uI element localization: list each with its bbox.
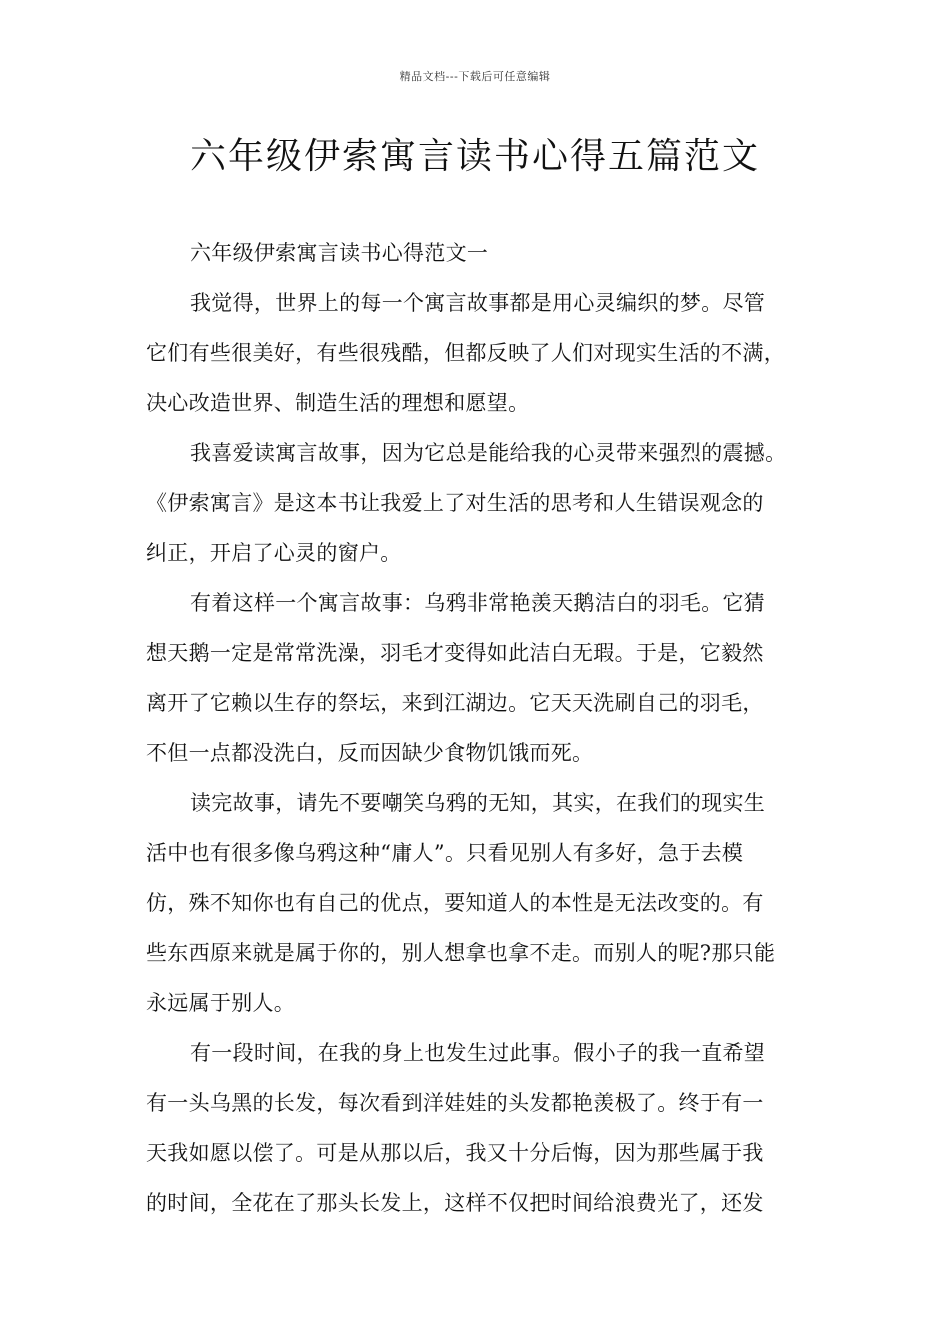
paragraph-line: 天我如愿以偿了。可是从那以后，我又十分后悔，因为那些属于我 bbox=[146, 1141, 764, 1165]
paragraph-line: 我喜爱读寓言故事，因为它总是能给我的心灵带来强烈的震撼。 bbox=[190, 441, 787, 465]
paragraph-line: 它们有些很美好，有些很残酷，但都反映了人们对现实生活的不满， bbox=[146, 341, 785, 365]
paragraph-line: 决心改造世界、制造生活的理想和愿望。 bbox=[146, 391, 530, 415]
paragraph-line: 有着这样一个寓言故事：乌鸦非常艳羡天鹅洁白的羽毛。它猜 bbox=[190, 591, 766, 615]
paragraph-line: 仿，殊不知你也有自己的优点，要知道人的本性是无法改变的。有 bbox=[146, 891, 764, 915]
paragraph-line: 纠正，开启了心灵的窗户。 bbox=[146, 541, 402, 565]
header-note: 精品文档---下载后可任意编辑 bbox=[399, 70, 551, 83]
paragraph-line: 不但一点都没洗白，反而因缺少食物饥饿而死。 bbox=[146, 741, 594, 765]
paragraph-line: 想天鹅一定是常常洗澡，羽毛才变得如此洁白无瑕。于是，它毅然 bbox=[146, 641, 764, 665]
paragraph-line: 离开了它赖以生存的祭坛，来到江湖边。它天天洗刷自己的羽毛， bbox=[146, 691, 764, 715]
document-body bbox=[146, 228, 826, 1228]
paragraph-line: 些东西原来就是属于你的，别人想拿也拿不走。而别人的呢?那只能 bbox=[146, 941, 776, 965]
paragraph-line: 永远属于别人。 bbox=[146, 991, 296, 1015]
document-title: 六年级伊索寓言读书心得五篇范文 bbox=[189, 136, 760, 177]
paragraph-line: 读完故事，请先不要嘲笑乌鸦的无知，其实，在我们的现实生 bbox=[190, 791, 766, 815]
paragraph-line: 有一段时间，在我的身上也发生过此事。假小子的我一直希望 bbox=[190, 1041, 766, 1065]
paragraph-line: 活中也有很多像乌鸦这种“庸人”。只看见别人有多好，急于去模 bbox=[146, 841, 744, 865]
section-heading: 六年级伊索寓言读书心得范文一 bbox=[190, 241, 489, 265]
paragraph-line: 的时间，全花在了那头长发上，这样不仅把时间给浪费光了，还发 bbox=[146, 1191, 764, 1215]
paragraph-line: 《伊索寓言》是这本书让我爱上了对生活的思考和人生错误观念的 bbox=[146, 491, 764, 515]
paragraph-line: 我觉得，世界上的每一个寓言故事都是用心灵编织的梦。尽管 bbox=[190, 291, 766, 315]
paragraph-line: 有一头乌黑的长发，每次看到洋娃娃的头发都艳羡极了。终于有一 bbox=[146, 1091, 764, 1115]
